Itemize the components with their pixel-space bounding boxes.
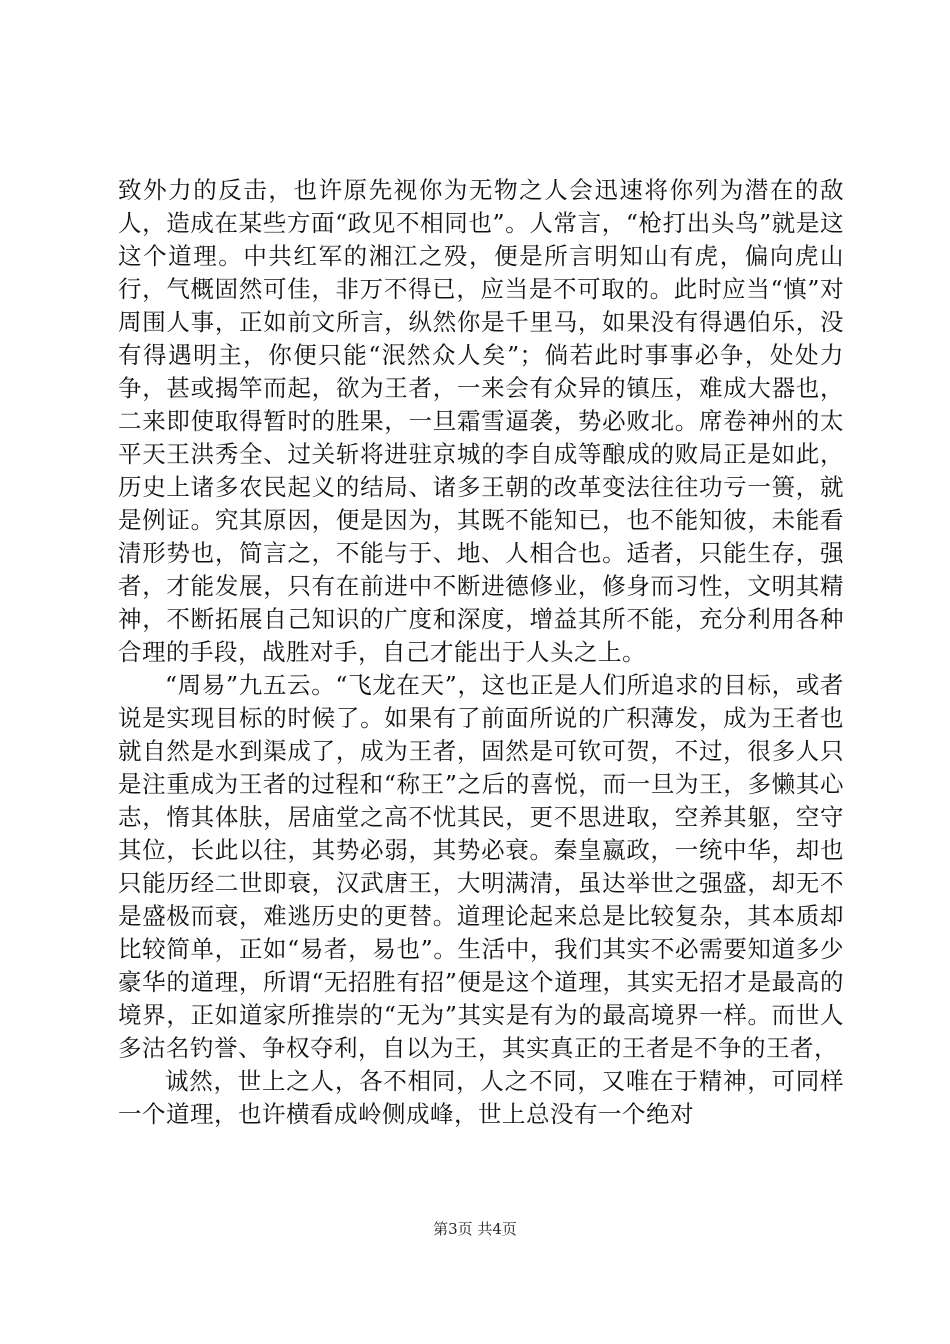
- paragraph-3: 诚然，世上之人，各不相同，人之不同，又唯在于精神，可同样一个道理，也许横看成岭侧成峰，世上总没有一个绝对: [118, 1067, 844, 1128]
- page-number-label: 第3页 共4页: [433, 1220, 517, 1238]
- document-body: [118, 174, 844, 1131]
- paragraph-2: “周易”九五云。“飞龙在天”，这也正是人们所追求的目标，或者说是实现目标的时候了。如果有了前面所说的广积薄发，成为王者也就自然是水到渠成了，成为王者，固然是可钦可贺，不过，很多人只是注重成为王者的过程和“称王”之后的喜悦，而一旦为王，多懒其心志，惰其体肤，居庙堂之高不忧其民，更不思进取，空养其躯，空守其位，长此以往，其势必弱，其势必衰。秦皇嬴政，一统中华，却也只能历经二世即衰，汉武唐王，大明满清，虽达举世之强盛，却无不是盛极而衰，难逃历史的更替。道理论起来总是比较复杂，其本质却比较简单，正如“易者，易也”。生活中，我们其实不必需要知道多少豪华的道理，所谓“无招胜有招”便是这个道理，其实无招才是最高的境界，正如道家所推崇的“无为”其实是有为的最高境界一样。而世人多沽名钓誉、争权夺利，自以为王，其实真正的王者是不争的王者，: [118, 671, 844, 1062]
- paragraph-1: 致外力的反击，也许原先视你为无物之人会迅速将你列为潜在的敌人，造成在某些方面“政见不相同也”。人常言，“枪打出头鸟”就是这这个道理。中共红军的湘江之殁，便是所言明知山有虎，偏向虎山行，气概固然可佳，非万不得已，应当是不可取的。此时应当“慎”对周围人事，正如前文所言，纵然你是千里马，如果没有得遇伯乐，没有得遇明主，你便只能“泯然众人矣”；倘若此时事事必争，处处力争，甚或揭竿而起，欲为王者，一来会有众异的镇压，难成大器也，二来即使取得暂时的胜果，一旦霜雪逼袭，势必败北。席卷神州的太平天王洪秀全、过关斩将进驻京城的李自成等酿成的败局正是如此，历史上诸多农民起义的结局、诸多王朝的改革变法往往功亏一篑，就是例证。究其原因，便是因为，其既不能知已，也不能知彼，未能看清形势也，简言之，不能与于、地、人相合也。适者，只能生存，强者，才能发展，只有在前进中不断进德修业，修身而习性，文明其精神，不断拓展自己知识的广度和深度，增益其所不能，充分利用各种合理的手段，战胜对手，自己才能出于人头之上。: [118, 176, 844, 666]
- page-footer: [0, 1218, 950, 1239]
